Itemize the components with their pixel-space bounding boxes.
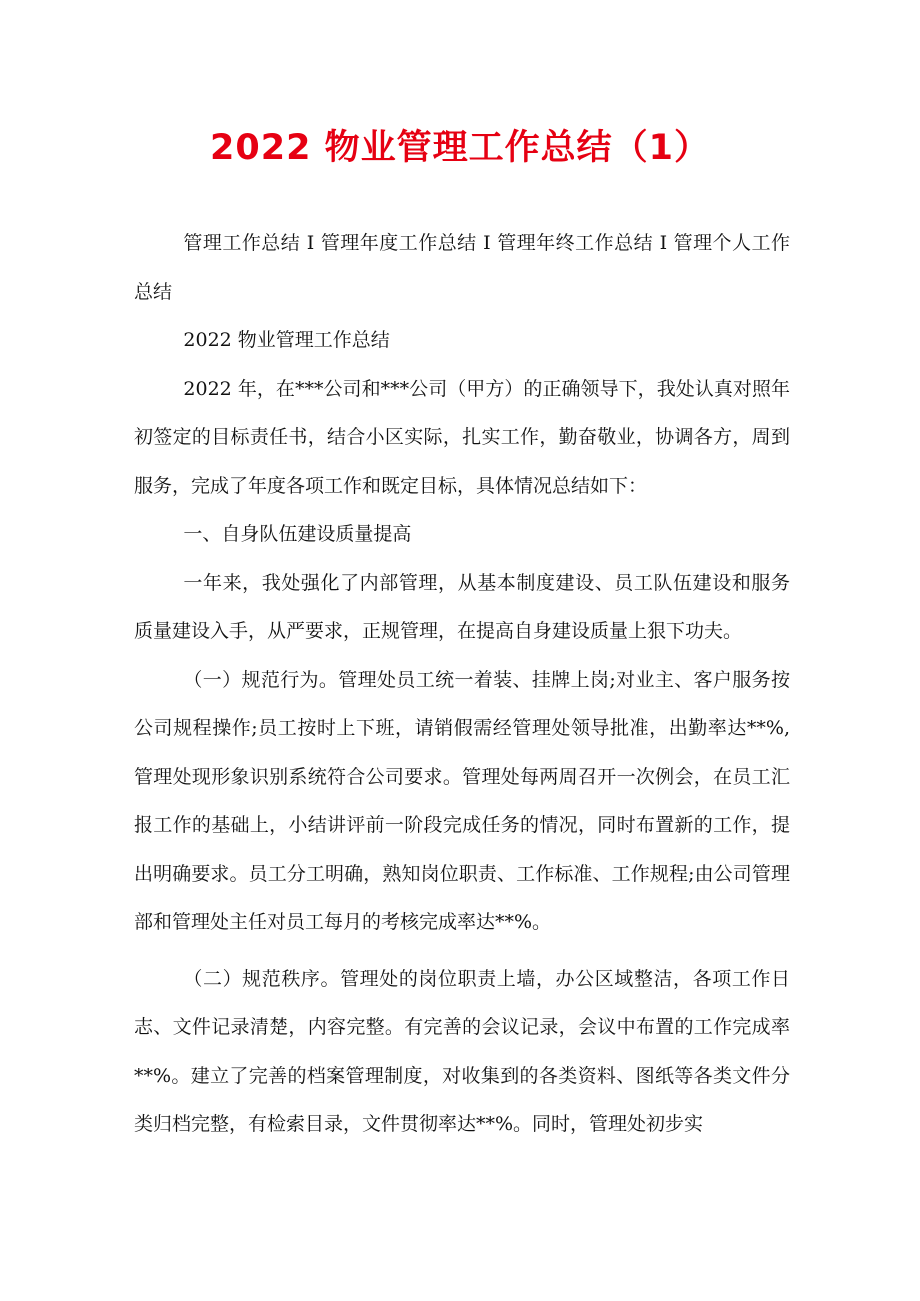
subtitle-paragraph: 2022 物业管理工作总结 bbox=[183, 329, 390, 351]
intro-paragraph: 2022 年，在***公司和***公司（甲方）的正确领导下，我处认真对照年初签定的目标责任书，结合小区实际，扎实工作，勤奋敬业，协调各方，周到服务，完成了年度各项工作和既定目标，具体情况总结如下： bbox=[134, 377, 790, 497]
body-paragraph: （一）规范行为。管理处员工统一着装、挂牌上岗;对业主、客户服务按公司规程操作;员工按时上下班，请销假需经管理处领导批准，出勤率达**%,管理处现形象识别系统符合公司要求。管理处每两周召开一次例会，在员工汇报工作的基础上，小结讲评前一阶段完成任务的情况，同时布置新的工作，提出明确要求。员工分工明确，熟知岗位职责、工作标准、工作规程;由公司管理部和管理处主任对员工每月的考核完成率达**%。 bbox=[134, 668, 790, 933]
keywords-paragraph: 管理工作总结 I 管理年度工作总结 I 管理年终工作总结 I 管理个人工作总结 bbox=[134, 232, 790, 303]
document-body bbox=[134, 219, 790, 1149]
section-heading: 一、自身队伍建设质量提高 bbox=[183, 523, 412, 545]
body-paragraph: 一年来，我处强化了内部管理，从基本制度建设、员工队伍建设和服务质量建设入手，从严要求，正规管理，在提高自身建设质量上狠下功夫。 bbox=[134, 571, 790, 642]
body-paragraph: （二）规范秩序。管理处的岗位职责上墙，办公区域整洁，各项工作日志、文件记录清楚，内容完整。有完善的会议记录，会议中布置的工作完成率**%。建立了完善的档案管理制度，对收集到的各类资料、图纸等各类文件分类归档完整，有检索目录，文件贯彻率达**%。同时，管理处初步实 bbox=[134, 967, 790, 1135]
document-title: 2022 物业管理工作总结（1） bbox=[210, 128, 710, 168]
